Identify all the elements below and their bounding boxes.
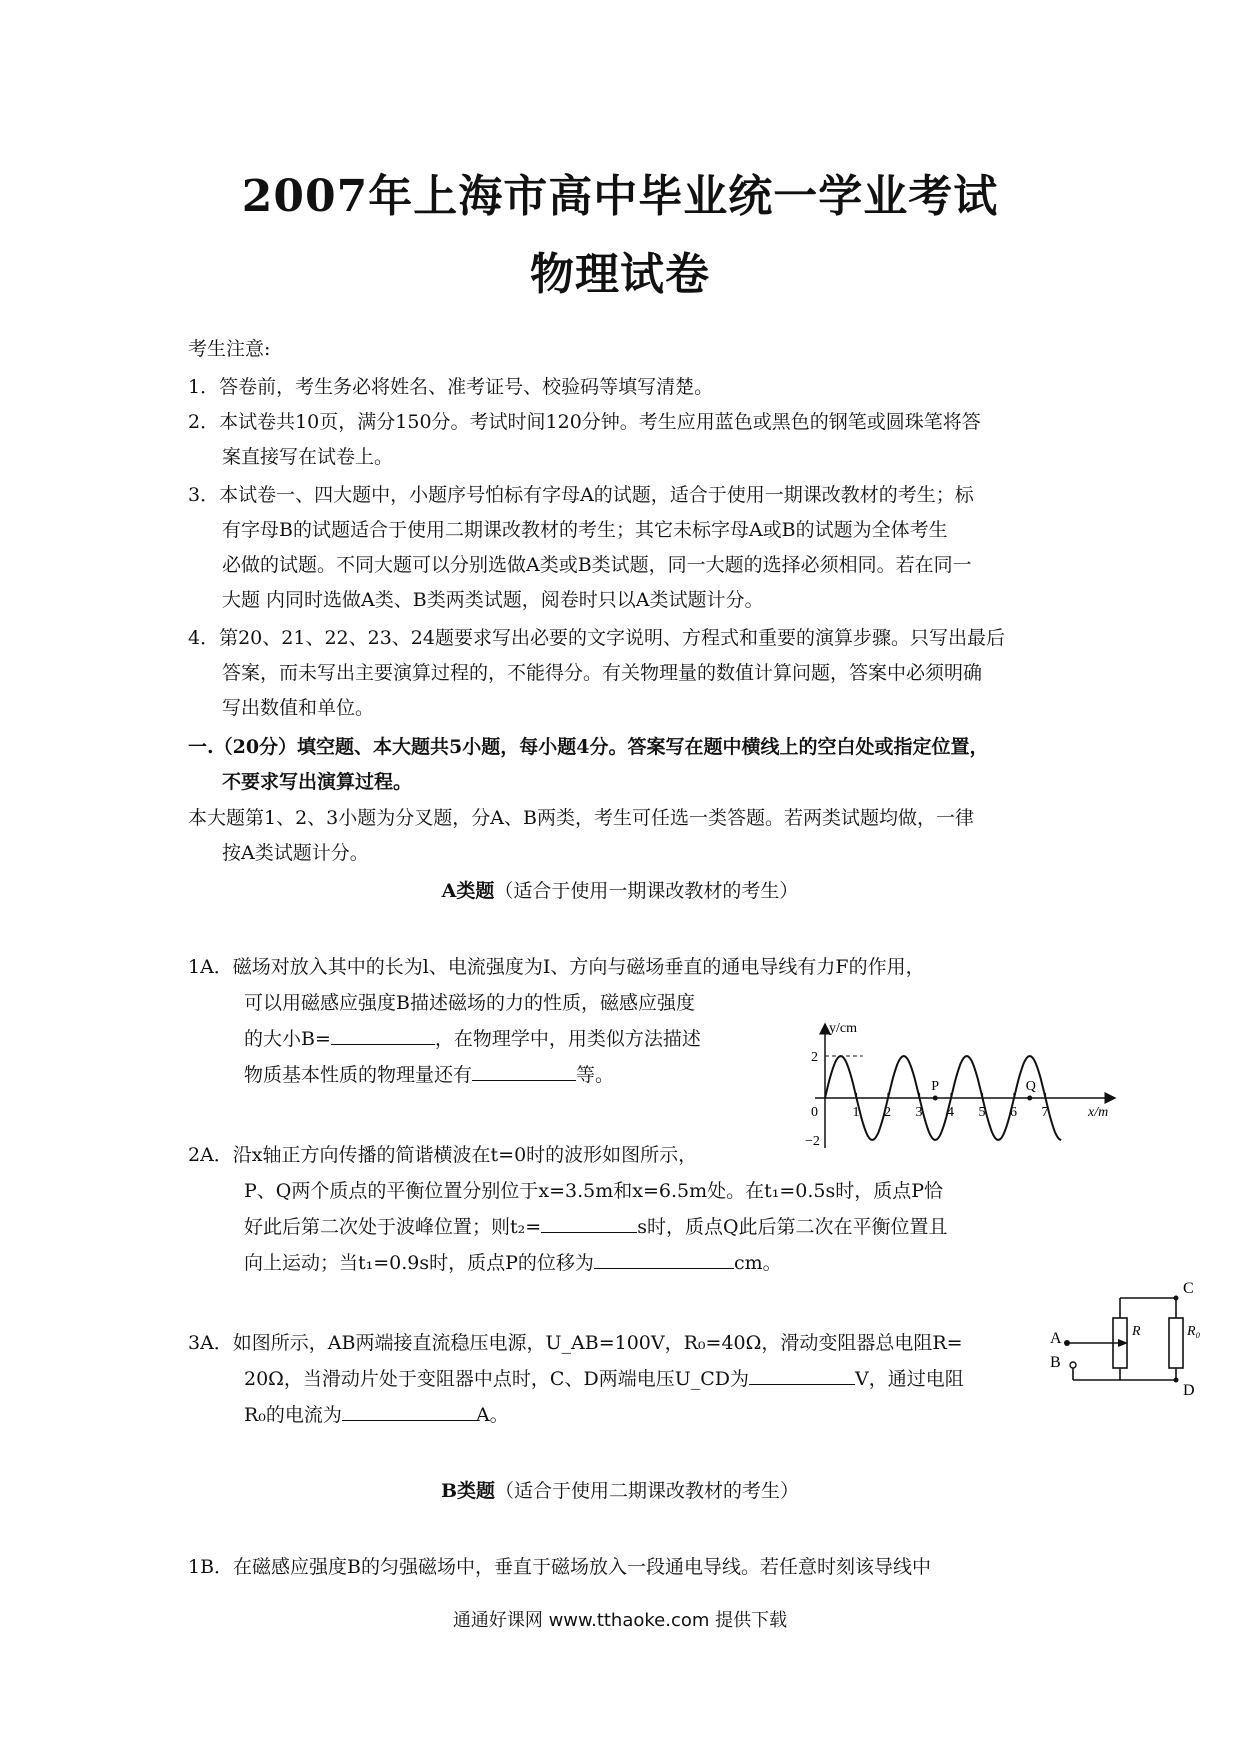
point-p <box>933 1096 938 1101</box>
q3a-line-2-post: V，通过电阻 <box>855 1368 964 1390</box>
q1a-line-4 <box>244 1058 614 1092</box>
q3a-line-1: 3A．如图所示，AB两端接直流稳压电源，U_AB=100V，R₀=40Ω，滑动变阻器总电阻R= <box>188 1332 963 1354</box>
notice-item-3a: 3．本试卷一、四大题中，小题序号怕标有字母A的试题，适合于使用一期课改教材的考生；标 <box>188 484 974 506</box>
q3a-line-3-pre: R₀的电流为 <box>244 1404 342 1426</box>
x-tick-label: 4 <box>947 1105 954 1120</box>
q1a-line-1: 1A．磁场对放入其中的长为l、电流强度为I、方向与磁场垂直的通电导线有力F的作用， <box>188 956 925 978</box>
q2a-line-2: P、Q两个质点的平衡位置分别位于x=3.5m和x=6.5m处。在t₁=0.5s时，质点P恰 <box>244 1180 944 1202</box>
point-label-p: P <box>931 1079 940 1094</box>
notice-item-4c: 写出数值和单位。 <box>222 697 375 719</box>
a-category-heading <box>0 874 1240 908</box>
notice-item-3c: 必做的试题。不同大题可以分别选做A类或B类试题，同一大题的选择必须相同。若在同一 <box>222 554 972 576</box>
notice-item-3d: 大题 内同时选做A类、B类两类试题，阅卷时只以A类试题计分。 <box>222 589 764 611</box>
q2a-line-4 <box>244 1246 782 1280</box>
point-label-q: Q <box>1025 1079 1036 1094</box>
x-tick-label: 1 <box>852 1105 860 1120</box>
q1a-line-3-pre: 的大小B= <box>244 1028 331 1050</box>
q2a-line-3-pre: 好此后第二次处于波峰位置；则t₂= <box>244 1216 542 1238</box>
q2a-line-3-post: s时，质点Q此后第二次在平衡位置且 <box>637 1216 948 1238</box>
circuit-label-a: A <box>1050 1330 1062 1347</box>
q1a-line-2: 可以用磁感应强度B描述磁场的力的性质，磁感应强度 <box>244 992 695 1014</box>
q2a-line-1: 2A．沿x轴正方向传播的简谐横波在t=0时的波形如图所示， <box>188 1144 698 1166</box>
q2a-blank-1[interactable] <box>541 1210 637 1233</box>
notice-item-2b: 案直接写在试卷上。 <box>222 446 394 468</box>
q1a-line-4-post: 等。 <box>576 1064 615 1086</box>
q3a-line-2-pre: 20Ω，当滑动片处于变阻器中点时，C、D两端电压U_CD为 <box>244 1368 749 1390</box>
x-tick-label: 0 <box>811 1105 818 1120</box>
notice-item-4b: 答案，而未写出主要演算过程的，不能得分。有关物理量的数值计算问题，答案中必须明确 <box>222 662 983 684</box>
circuit-figure <box>1040 1280 1201 1410</box>
a-category-note: （适合于使用一期课改教材的考生） <box>494 880 799 902</box>
q2a-line-4-pre: 向上运动；当t₁=0.9s时，质点P的位移为 <box>244 1252 594 1274</box>
y-axis-label: y/cm <box>829 1021 857 1036</box>
notice-item-3b: 有字母B的试题适合于使用二期课改教材的考生；其它未标字母A或B的试题为全体考生 <box>222 519 948 541</box>
section1-intro-a: 本大题第1、2、3小题为分叉题，分A、B两类，考生可任选一类答题。若两类试题均做，一律 <box>188 807 974 829</box>
title-line-1: 2007年上海市高中毕业统一学业考试 <box>241 171 999 222</box>
x-axis-label: x/m <box>1088 1105 1109 1120</box>
q2a-line-4-post: cm。 <box>733 1252 782 1274</box>
x-tick-label: 2 <box>884 1105 891 1120</box>
wave-figure <box>780 1018 1130 1168</box>
notice-item-1: 1．答卷前，考生务必将姓名、准考证号、校验码等填写清楚。 <box>188 376 714 398</box>
circuit-label-b: B <box>1050 1354 1061 1371</box>
a-category-label: A类题 <box>441 880 495 902</box>
q3a-blank-1[interactable] <box>749 1362 855 1385</box>
notice-item-2a: 2．本试卷共10页，满分150分。考试时间120分钟。考生应用蓝色或黑色的钢笔或圆珠笔将答 <box>188 411 981 433</box>
q3a-line-3 <box>244 1398 509 1432</box>
q1a-blank-2[interactable] <box>472 1058 576 1081</box>
x-tick-label: 3 <box>915 1105 923 1120</box>
x-tick-label: 7 <box>1041 1105 1049 1120</box>
q1a-line-3 <box>244 1022 701 1056</box>
section1-intro-b: 按A类试题计分。 <box>222 842 369 864</box>
q1a-blank-1[interactable] <box>331 1022 435 1045</box>
footer-text: 通通好课网 www.tthaoke.com 提供下载 <box>452 1610 788 1631</box>
b-category-label: B类题 <box>440 1480 496 1502</box>
x-tick-label: 5 <box>978 1105 986 1120</box>
notice-heading: 考生注意: <box>188 338 271 360</box>
y-tick-label: 2 <box>811 1050 818 1065</box>
circuit-label-d: D <box>1183 1382 1195 1399</box>
q2a-line-3 <box>244 1210 948 1244</box>
y-tick-label: −2 <box>805 1134 820 1149</box>
section1-heading-a: 一.（20分）填空题、本大题共5小题，每小题4分。答案写在题中横线上的空白处或指定位置， <box>188 736 989 758</box>
q1b-line-1: 1B．在磁感应强度B的匀强磁场中，垂直于磁场放入一段通电导线。若任意时刻该导线中 <box>188 1556 932 1578</box>
q3a-line-3-post: A。 <box>475 1404 509 1426</box>
b-category-heading <box>0 1474 1240 1508</box>
circuit-label-c: C <box>1183 1280 1194 1297</box>
title-line-2: 物理试卷 <box>530 249 710 300</box>
q2a-blank-2[interactable] <box>594 1246 734 1269</box>
point-q <box>1027 1096 1032 1101</box>
section1-heading-b: 不要求写出演算过程。 <box>222 771 413 793</box>
q3a-line-2 <box>244 1362 964 1396</box>
circuit-label-r0: R₀ <box>1187 1324 1201 1339</box>
circuit-label-r: R <box>1132 1324 1141 1339</box>
q1a-line-3-post: ，在物理学中，用类似方法描述 <box>434 1028 701 1050</box>
notice-item-4a: 4．第20、21、22、23、24题要求写出必要的文字说明、方程式和重要的演算步骤。只写出最后 <box>188 627 1005 649</box>
q1a-line-4-pre: 物质基本性质的物理量还有 <box>244 1064 473 1086</box>
x-tick-label: 6 <box>1010 1105 1017 1120</box>
q3a-blank-2[interactable] <box>342 1398 476 1421</box>
b-category-note: （适合于使用二期课改教材的考生） <box>495 1480 800 1502</box>
